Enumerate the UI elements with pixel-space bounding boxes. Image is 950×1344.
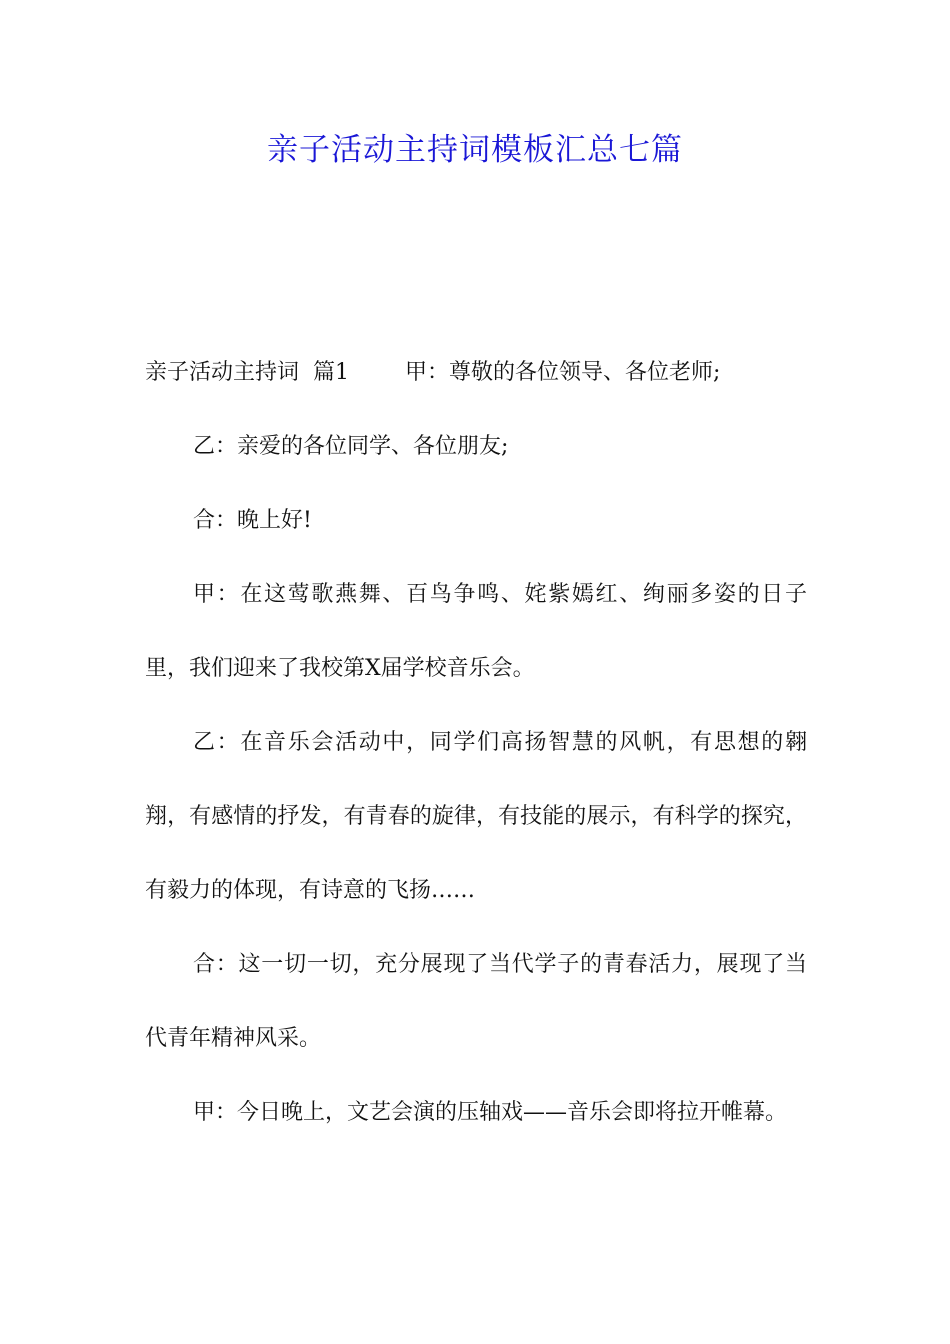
paragraph-3: 甲：在这莺歌燕舞、百鸟争鸣、姹紫嫣红、绚丽多姿的日子里，我们迎来了我校第X届学校音乐会。	[145, 582, 807, 681]
document-body	[145, 336, 807, 1150]
spacer	[349, 360, 405, 385]
paragraph-5: 合：这一切一切，充分展现了当代学子的青春活力，展现了当代青年精神风采。	[145, 952, 807, 1051]
paragraph-text: 甲：尊敬的各位领导、各位老师;	[404, 360, 721, 385]
section-heading: 亲子活动主持词 篇1	[145, 360, 349, 385]
paragraph-1: 乙：亲爱的各位同学、各位朋友;	[193, 434, 509, 459]
paragraph-6: 甲：今日晚上，文艺会演的压轴戏——音乐会即将拉开帷幕。	[193, 1100, 788, 1125]
document-title: 亲子活动主持词模板汇总七篇	[267, 132, 683, 168]
paragraph-4: 乙：在音乐会活动中，同学们高扬智慧的风帆，有思想的翱翔，有感情的抒发，有青春的旋律，有技能的展示，有科学的探究，有毅力的体现，有诗意的飞扬……	[145, 730, 807, 903]
first-paragraph	[145, 336, 807, 410]
paragraph-2: 合：晚上好!	[193, 508, 312, 533]
